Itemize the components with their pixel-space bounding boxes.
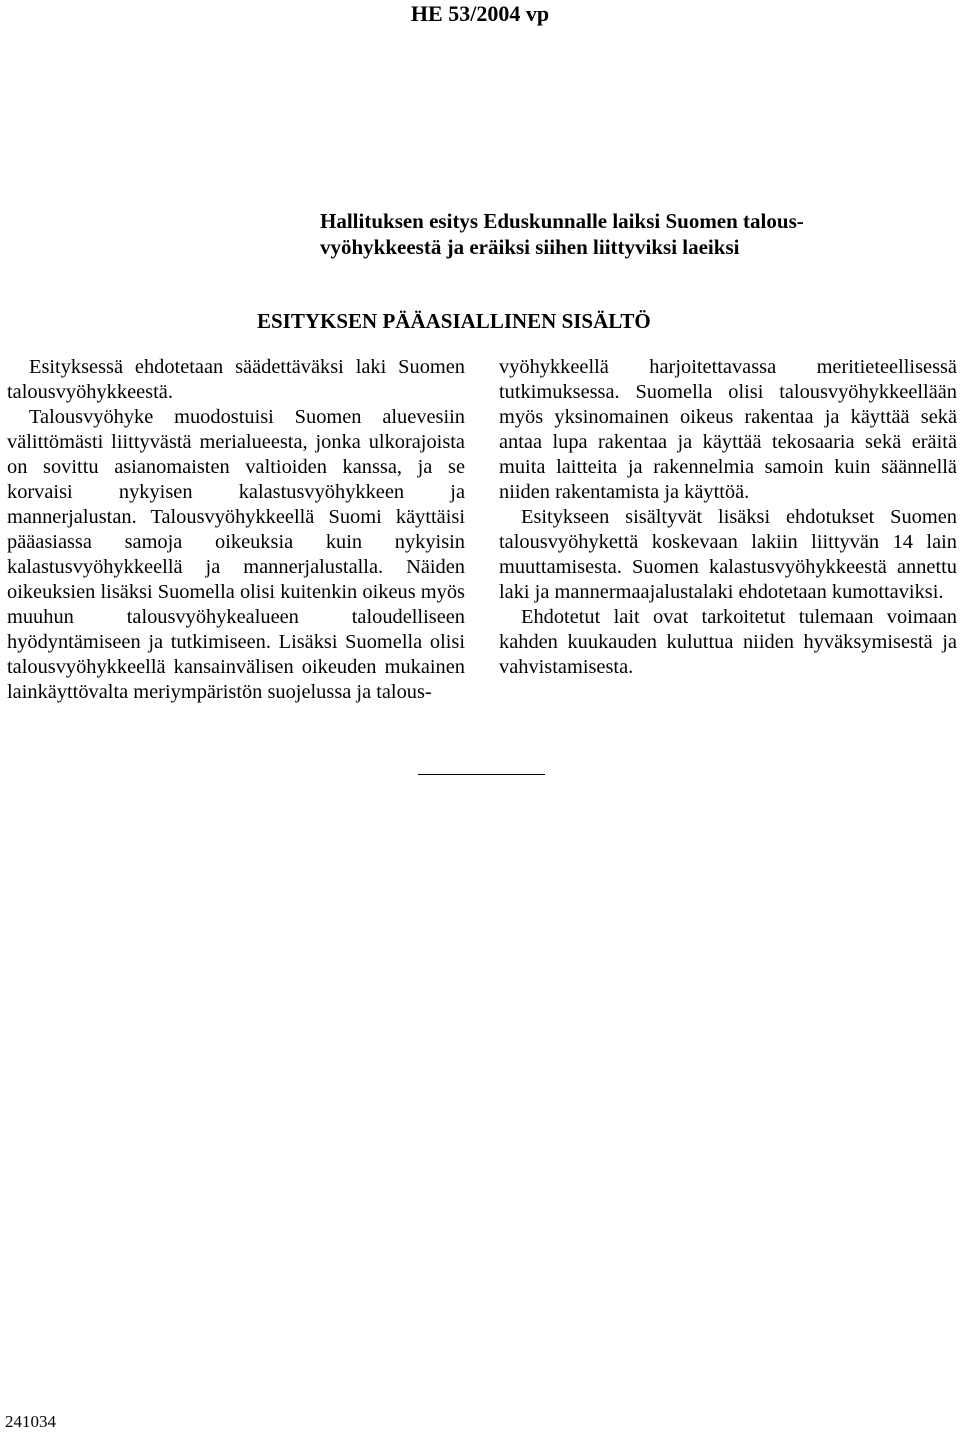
document-title bbox=[320, 208, 960, 260]
page-code: 241034 bbox=[5, 1412, 56, 1431]
right-paragraph-1: vyöhykkeellä harjoitettavassa meritieteellisessä tutkimuksessa. Suomella olisi talousvyöhykkeellään myös yksinomainen oikeus rakentaa ja käyttää sekä antaa lupa rakentaa ja käyttää tekosaaria sekä eräitä muita laitteita ja rakennelmia samoin kuin säännellä niiden rakentamista ja käyttöä. bbox=[499, 356, 957, 503]
left-paragraph-2: Talousvyöhyke muodostuisi Suomen aluevesiin välittömästi liittyvästä merialueesta, jonka ulkorajoista on sovittu asianomaisten valtioiden kanssa, ja se korvaisi nykyisen kalastusvyöhykkeen ja mannerjalustan. Talousvyöhykkeellä Suomi käyttäisi pääasiassa samoja oikeuksia kuin nykyisin kalastusvyöhykkeellä ja mannerjalustalla. Näiden oikeuksien lisäksi Suomella olisi kuitenkin oikeus myös muuhun talousvyöhykealueen taloudelliseen hyödyntämiseen ja tutkimiseen. Lisäksi Suomella olisi talousvyöhykkeellä kansainvälisen oikeuden mukainen lainkäyttövalta meriympäristön suojelussa ja talous- bbox=[7, 406, 465, 703]
right-paragraph-3: Ehdotetut lait ovat tarkoitetut tulemaan voimaan kahden kuukauden kuluttua niiden hyväksymisestä ja vahvistamisesta. bbox=[499, 606, 957, 678]
right-paragraph-2: Esitykseen sisältyvät lisäksi ehdotukset Suomen talousvyöhykettä koskevaan lakiin liittyvän 14 lain muuttamisesta. Suomen kalastusvyöhykkeestä annettu laki ja mannermaajalustalaki ehdotetaan kumottaviksi. bbox=[499, 506, 957, 603]
left-column bbox=[7, 355, 465, 705]
title-line-2: vyöhykkeestä ja eräiksi siihen liittyviksi laeiksi bbox=[320, 235, 740, 259]
right-column bbox=[499, 355, 957, 680]
separator-rule bbox=[418, 774, 545, 775]
document-id: HE 53/2004 vp bbox=[410, 1, 550, 26]
left-paragraph-1: Esityksessä ehdotetaan säädettäväksi laki Suomen talousvyöhykkeestä. bbox=[7, 356, 465, 403]
title-line-1: Hallituksen esitys Eduskunnalle laiksi Suomen talous- bbox=[320, 209, 804, 233]
section-heading: ESITYKSEN PÄÄASIALLINEN SISÄLTÖ bbox=[257, 309, 651, 333]
